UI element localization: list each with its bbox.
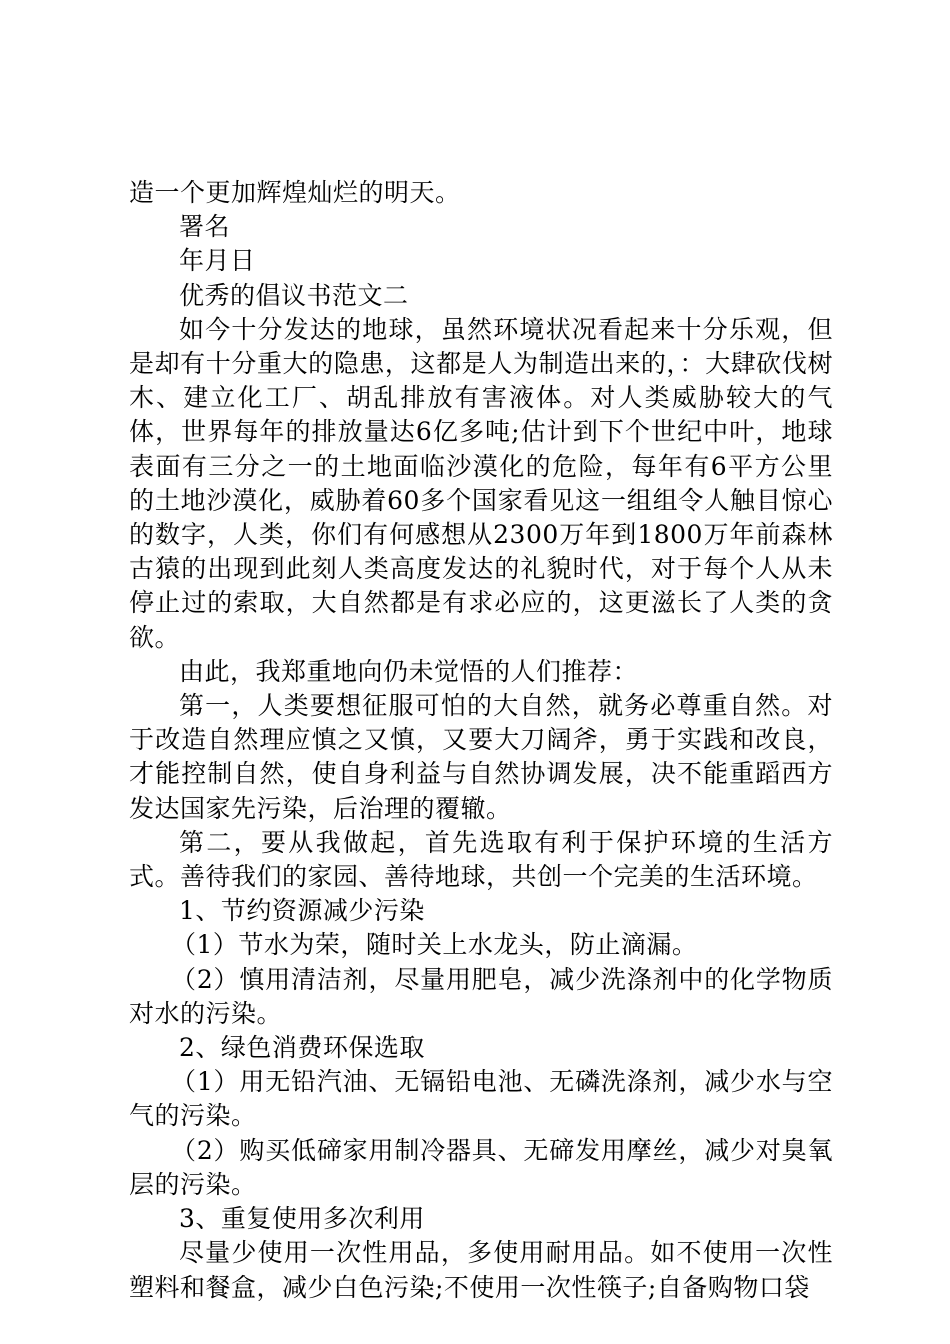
list-heading-3: 3、重复使用多次利用: [179, 1204, 425, 1234]
list-heading-2: 2、绿色消费环保选取: [179, 1033, 425, 1063]
paragraph-second: 第二，要从我做起，首先选取有利于保护环境的生活方式。善待我们的家园、善待地球，共创一个完美的生活环境。: [129, 827, 833, 892]
paragraph-intro: 如今十分发达的地球，虽然环境状况看起来十分乐观，但是却有十分重大的隐患，这都是人为制造出来的，：大肆砍伐树木、建立化工厂、胡乱排放有害液体。对人类威胁较大的气体，世界每年的排放量达6亿多吨;估计到下个世纪中叶，地球表面有三分之一的土地面临沙漠化的危险，每年有6平方公里的土地沙漠化，威胁着60多个国家看见这一组组令人触目惊心的数字，人类，你们有何感想从2300万年到1800万年前森林古猿的出现到此刻人类高度发达的礼貌时代，对于每个人从未停止过的索取，大自然都是有求必应的，这更滋长了人类的贪欲。: [129, 314, 833, 652]
document-body: [129, 176, 833, 1305]
list-heading-1: 1、节约资源减少污染: [179, 896, 425, 926]
signature-line: 署名: [179, 212, 231, 242]
list-item-2-1: （1）用无铅汽油、无镉铅电池、无磷洗涤剂，减少水与空气的污染。: [129, 1067, 833, 1131]
paragraph-reuse: 尽量少使用一次性用品，多使用耐用品。如不使用一次性塑料和餐盒，减少白色污染;不使用一次性筷子;自备购物口袋: [129, 1238, 833, 1302]
list-item-1-1: （1）节水为荣，随时关上水龙头，防止滴漏。: [171, 930, 698, 960]
section-heading: 优秀的倡议书范文二: [179, 280, 409, 310]
paragraph-continuation: 造一个更加辉煌灿烂的明天。: [129, 178, 461, 207]
paragraph-first: 第一，人类要想征服可怕的大自然，就务必尊重自然。对于改造自然理应慎之又慎，又要大刀阔斧，勇于实践和改良，才能控制自然，使自身利益与自然协调发展，决不能重蹈西方发达国家先污染，后治理的覆辙。: [129, 691, 833, 823]
list-item-2-2: （2）购买低碲家用制冷器具、无碲发用摩丝，减少对臭氧层的污染。: [129, 1135, 833, 1199]
date-line: 年月日: [179, 246, 256, 276]
paragraph-recommend: 由此，我郑重地向仍未觉悟的人们推荐：: [179, 656, 639, 686]
list-item-1-2: （2）慎用清洁剂，尽量用肥皂，减少洗涤剂中的化学物质对水的污染。: [129, 964, 833, 1028]
